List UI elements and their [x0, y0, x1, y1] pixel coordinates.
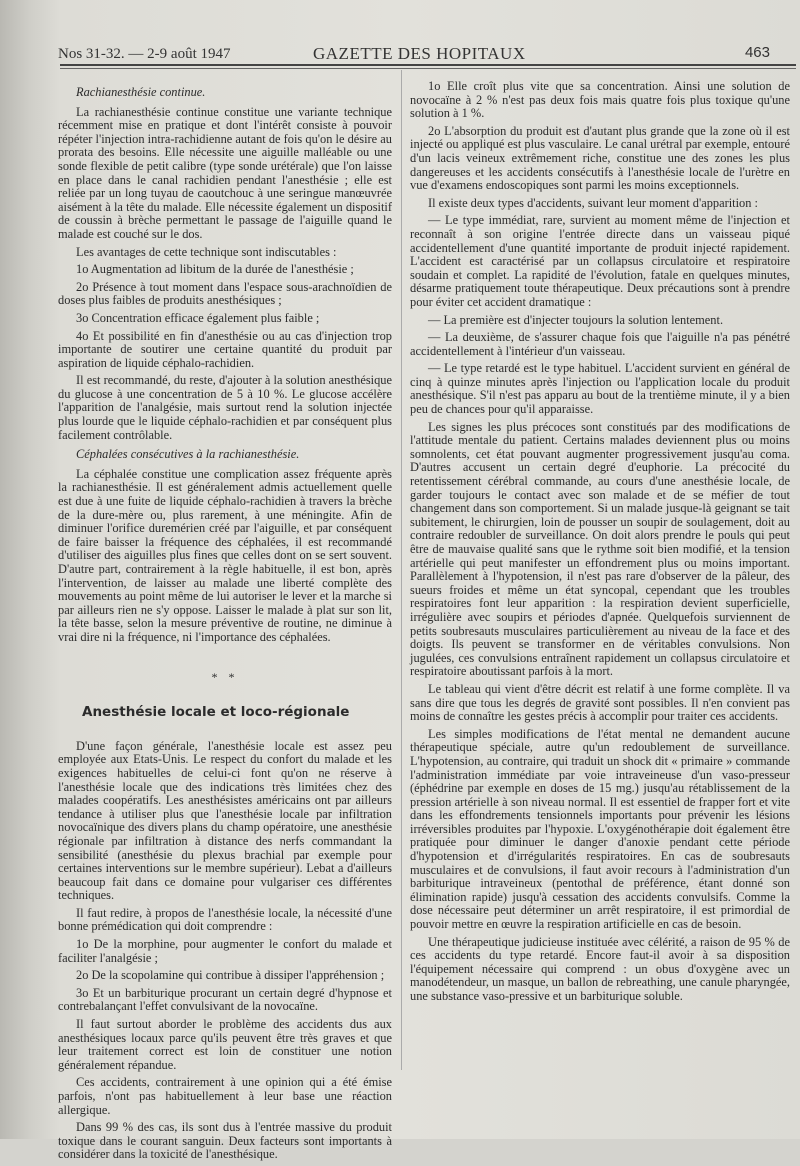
paragraph: Il faut surtout aborder le problème des accidents dus aux anesthésiques locaux parce qu'ils peuvent être très graves et que leur traitement correct est loin de constituer une notion généralement répandue. [58, 1017, 392, 1072]
list-item: 1o Augmentation ad libitum de la durée de l'anesthésie ; [76, 262, 354, 277]
list-item: 1o Elle croît plus vite que sa concentration. Ainsi une solution de novocaïne à 2 % n'est pas deux fois mais quatre fois plus toxique qu'une solution à 1 %. [410, 79, 790, 121]
issue-date: Nos 31-32. — 2-9 août 1947 [58, 46, 231, 62]
column-divider [401, 70, 402, 1070]
paragraph: Les simples modifications de l'état mental ne demandent aucune thérapeutique spéciale, autre qu'un redoublement de surveillance. L'hypotension, au contraire, qui traduit un shock dit « primaire » commande l'administration immédiate par voie intraveineuse d'un vaso-presseur (éphédrine par exemple en doses de 15 mg.) jusqu'au rétablissement de la pression artérielle à son niveau normal. Il est essentiel de frapper fort et vite dans les effondrements tensionnels importants pour prévenir les lésions irréversibles produites par l'hypoxie. L'oxygénothérapie doit également être pratiquée pour diminuer le danger d'anoxie pendant cette période d'hypotension et d'irrégularités respiratoires. En cas de soubresauts musculaires et de convulsions, il faut avoir recours à l'administration d'un barbiturique intraveineux (pentothal de préférence, étant donné son élimination rapide) jusqu'à cessation des accidents convulsifs. Comme la dose nécessaire peut déterminer un arrêt respiratoire, il est primordial de pouvoir mettre en œuvre la respiration artificielle en cas de besoin. [410, 726, 790, 932]
page-number: 463 [744, 44, 770, 61]
list-item: 3o Et un barbiturique procurant un certain degré d'hypnose et contrebalançant l'effet convulsivant de la novocaïne. [58, 985, 392, 1014]
right-column [410, 80, 790, 1008]
paragraph: D'une façon générale, l'anesthésie locale est assez peu employée aux Etats-Unis. Le respect du confort du malade et les exigences habituelles de celui-ci font qu'on ne réserve à l'anesthésie locale que des indications très limitées chez des malades coopératifs. Les anesthésistes américains ont par ailleurs tendance à utiliser plus que l'anesthésie locale par infiltration novocaïnique des divers plans du champ opératoire, une anesthésie régionale par infiltration à distance des nerfs commandant la sensibilité (anesthésie du plexus brachial par exemple pour certaines interventions sur le membre supérieur). Lebat a d'ailleurs beaucoup fait dans ce domaine pour vulgariser ces différentes techniques. [58, 738, 392, 903]
list-item: 3o Concentration efficace également plus faible ; [76, 310, 320, 325]
list-item: 4o Et possibilité en fin d'anesthésie ou au cas d'injection trop importante de soutirer une certaine quantité du produit par aspiration de liquide céphalo-rachidien. [58, 328, 392, 370]
paragraph: — La deuxième, de s'assurer chaque fois que l'aiguille n'a pas pénétré accidentellement à l'intérieur d'un vaisseau. [410, 330, 790, 358]
paragraph: — Le type immédiat, rare, survient au moment même de l'injection et reconnaît à son origine l'entrée directe dans un vaisseau piqué accidentellement d'une quantité importante de produit injecté rapidement. L'accident est caractérisé par un collapsus circulatoire et respiratoire soudain et complet. La rapidité de l'évolution, fatale en quelques minutes, désarme pratiquement toute thérapeutique. Deux précautions sont à prendre pour éviter cet accident dramatique : [410, 213, 790, 309]
page-header [58, 44, 770, 64]
list-item: 1o De la morphine, pour augmenter le confort du malade et faciliter l'analgésie ; [58, 937, 392, 965]
paragraph: Une thérapeutique judicieuse instituée avec célérité, a raison de 95 % de ces accidents du type retardé. Encore faut-il avoir à sa disposition l'équipement nécessaire qui comprend : un obus d'oxygène avec un manodétendeur, un masque, un ballon de rebreathing, une canule pharyngée, une substance vaso-pressive et un barbiturique soluble. [410, 934, 790, 1003]
paragraph: La rachianesthésie continue constitue une variante technique récemment mise en pratique et dont l'intérêt consiste à pouvoir répéter l'injection intra-rachidienne autant de fois qu'on le désire au prorata des besoins. Elle nécessite une aiguille malléable ou une sonde flexible de petit calibre (type sonde urétérale) que l'on laisse en place dans le canal rachidien pendant l'anesthésie ; elle est reliée par un long tuyau de caoutchouc à une seringue manœuvrée aisément à la tête du malade. Elle nécessite également un dispositif de coussin à brèche permettant le passage de l'aiguille quand le malade est couché sur le dos. [58, 104, 392, 241]
paragraph: Les avantages de cette technique sont indiscutables : [76, 244, 337, 259]
paragraph: Il est recommandé, du reste, d'ajouter à la solution anesthésique du glucose à une concentration de 5 à 10 %. Le glucose accélère l'apparition de l'analgésie, mais surtout rend la solution injectée plus lourde que le liquide céphalo-rachidien et par conséquent plus facilement contrôlable. [58, 373, 392, 442]
paragraph: Ces accidents, contrairement à une opinion qui a été émise parfois, n'ont pas habituellement à leur base une réaction allergique. [58, 1075, 392, 1117]
paragraph: Il faut redire, à propos de l'anesthésie locale, la nécessité d'une bonne prémédication qui doit comprendre : [58, 905, 392, 934]
left-column [58, 80, 392, 1166]
paragraph: Le tableau qui vient d'être décrit est relatif à une forme complète. Il va sans dire que tous les degrés de gravité sont possibles. Il n'en convient pas moins de connaître les gestes précis à accomplir pour traiter ces accidents. [410, 681, 790, 724]
paragraph: Il existe deux types d'accidents, suivant leur moment d'apparition : [428, 195, 758, 210]
paragraph: — La première est d'injecter toujours la solution lentement. [428, 312, 724, 327]
journal-title: GAZETTE DES HOPITAUX [313, 44, 526, 63]
paragraph: — Le type retardé est le type habituel. L'accident survient en général de cinq à quinze minutes après l'injection ou l'application locale du produit anesthésique. S'il n'est pas apparu au bout de la trentième minute, il y a bien peu de chances pour qu'il apparaisse. [410, 361, 790, 417]
paragraph: Dans 99 % des cas, ils sont dus à l'entrée massive du produit toxique dans le courant sanguin. Deux facteurs sont importants à considérer dans la toxicité de l'anesthésique. [58, 1120, 392, 1162]
list-item: 2o De la scopolamine qui contribue à dissiper l'appréhension ; [76, 968, 385, 983]
header-rule [60, 64, 796, 66]
list-item: 2o Présence à tout moment dans l'espace sous-arachnoïdien de doses plus faibles de produits anesthésiques ; [58, 279, 392, 308]
section-subhead: Rachianesthésie continue. [76, 85, 206, 99]
paragraph: La céphalée constitue une complication assez fréquente après la rachianesthésie. Il est généralement admis actuellement quelle est due à une fuite de liquide céphalo-rachidien à travers la brèche de la dure-mère ou, plus rarement, à une méningite. Afin de diminuer l'orifice duremérien créé par l'aiguille, et par conséquent de faire baisser la fréquence des céphalées, il est recommandé d'utiliser des aiguilles plus fines que celles dont on se sert souvent. D'autre part, contrairement à la règle habituelle, il est bon, après l'intervention, de laisser au malade une liberté complète des mouvements au point même de lui autoriser le lever et la marche si par ailleurs rien ne s'y oppose. Laisser le malade à plat sur son lit, la tête basse, selon la mesure préventive de routine, ne diminue à vrai dire ni la fréquence, ni l'importance des céphalées. [58, 466, 392, 644]
header-rule-thin [60, 68, 796, 69]
paragraph: Les signes les plus précoces sont constitués par des modifications de l'attitude mentale du patient. Certains malades deviennent plus ou moins somnolents, cet état pouvant augmenter progressivement jusqu'au coma. D'autres accusent un certain degré d'euphorie. La précocité du retentissement cérébral commande, au cours d'une anesthésie locale, de garder toujours le contact avec son malade et de se méfier de tout changement dans son comportement. Si un malade jusque-là geignant se tait subitement, le chirurgien, loin de pousser un soupir de soulagement, doit au contraire redoubler de surveillance. On doit alors prendre le pouls qui peut être de mauvaise qualité sans que le rythme soit bien modifié, et la tension artérielle qui peut manifester un effondrement plus ou moins important. Parallèlement à l'hypotension, il n'est pas rare d'observer de la pâleur, des sueurs froides et même un état syncopal, cependant que les troubles respiratoires font leur apparition : la respiration devient superficielle, irrégulière avec soupirs et périodes d'apnée. Quelquefois surviennent de petits soubresauts musculaires particulièrement au niveau de la face et des doigts. Ils peuvent se transformer en de véritables convulsions. Non jugulées, ces convulsions entraînent rapidement un collapsus circulatoire et respiratoire aboutissant parfois à la mort. [410, 419, 790, 679]
list-item: 2o L'absorption du produit est d'autant plus grande que la zone où il est injecté ou appliqué est plus vasculaire. Le canal urétral par exemple, entouré d'un lacis veineux extrêmement riche, constitue une des zones les plus dangereuses et les accidents consécutifs à l'anesthésie locale de l'urètre en vue d'examens endoscopiques sont parmi les moins exceptionnels. [410, 123, 790, 193]
section-title: Anesthésie locale et loco-régionale [82, 704, 350, 721]
section-subhead: Céphalées consécutives à la rachianesthésie. [76, 447, 300, 462]
separator-stars: * * [211, 669, 239, 684]
